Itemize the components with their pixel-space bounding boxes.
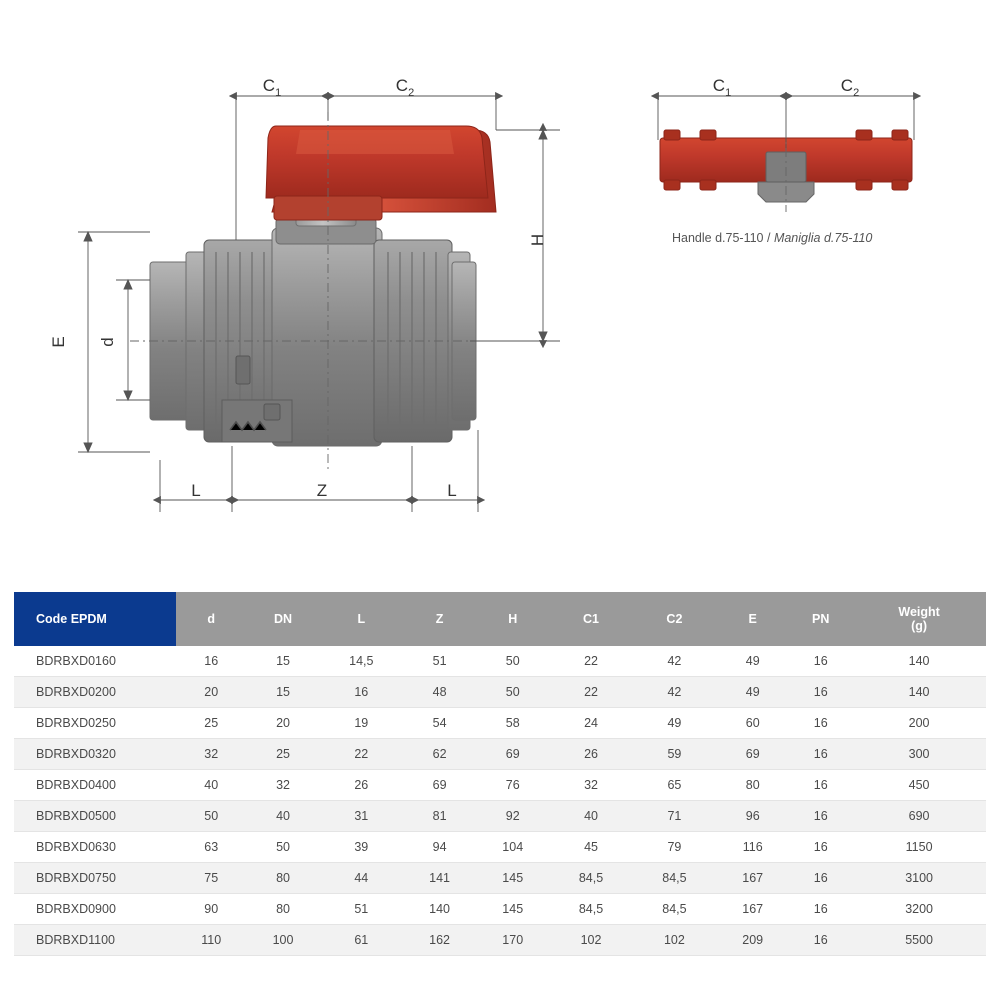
cell-e: 49 bbox=[716, 646, 789, 677]
col-header-l: L bbox=[320, 592, 403, 646]
cell-l: 14,5 bbox=[320, 646, 403, 677]
cell-pn: 16 bbox=[789, 677, 852, 708]
cell-weight: 300 bbox=[852, 739, 986, 770]
table-body bbox=[14, 646, 986, 956]
dim-label-handle-C1: $C_1$ bbox=[712, 76, 732, 99]
cell-l: 26 bbox=[320, 770, 403, 801]
cell-h: 50 bbox=[476, 646, 549, 677]
cell-d: 40 bbox=[176, 770, 246, 801]
cell-pn: 16 bbox=[789, 739, 852, 770]
cell-c1: 32 bbox=[549, 770, 632, 801]
dim-label-E: E bbox=[49, 336, 68, 348]
cell-l: 61 bbox=[320, 925, 403, 956]
cell-weight: 5500 bbox=[852, 925, 986, 956]
cell-h: 50 bbox=[476, 677, 549, 708]
cell-d: 90 bbox=[176, 894, 246, 925]
table-row[interactable] bbox=[14, 677, 986, 708]
cell-l: 22 bbox=[320, 739, 403, 770]
cell-l: 44 bbox=[320, 863, 403, 894]
cell-c2: 79 bbox=[633, 832, 716, 863]
dim-label-C2: $C_2$ bbox=[395, 76, 415, 99]
cell-c2: 102 bbox=[633, 925, 716, 956]
cell-h: 104 bbox=[476, 832, 549, 863]
cell-e: 69 bbox=[716, 739, 789, 770]
cell-z: 140 bbox=[403, 894, 476, 925]
cell-pn: 16 bbox=[789, 770, 852, 801]
table-row[interactable] bbox=[14, 832, 986, 863]
cell-dn: 80 bbox=[246, 863, 319, 894]
cell-weight: 450 bbox=[852, 770, 986, 801]
cell-c1: 26 bbox=[549, 739, 632, 770]
cell-d: 16 bbox=[176, 646, 246, 677]
cell-weight: 200 bbox=[852, 708, 986, 739]
col-header-d: d bbox=[176, 592, 246, 646]
dim-label-handle-C2: $C_2$ bbox=[840, 76, 860, 99]
cell-d: 63 bbox=[176, 832, 246, 863]
cell-code: BDRBXD0250 bbox=[14, 708, 176, 739]
cell-d: 25 bbox=[176, 708, 246, 739]
cell-weight: 1150 bbox=[852, 832, 986, 863]
cell-e: 96 bbox=[716, 801, 789, 832]
col-header-weight-line2: (g) bbox=[911, 619, 928, 633]
cell-h: 170 bbox=[476, 925, 549, 956]
specifications-table-wrapper bbox=[14, 592, 986, 956]
cell-code: BDRBXD0400 bbox=[14, 770, 176, 801]
cell-e: 167 bbox=[716, 894, 789, 925]
cell-c2: 71 bbox=[633, 801, 716, 832]
cell-d: 32 bbox=[176, 739, 246, 770]
specifications-table bbox=[14, 592, 986, 956]
cell-c2: 42 bbox=[633, 677, 716, 708]
cell-weight: 690 bbox=[852, 801, 986, 832]
handle-caption-en: Handle d.75-110 / bbox=[672, 231, 774, 245]
cell-c1: 102 bbox=[549, 925, 632, 956]
col-header-c1: C1 bbox=[549, 592, 632, 646]
cell-c2: 84,5 bbox=[633, 863, 716, 894]
cell-c1: 84,5 bbox=[549, 894, 632, 925]
cell-code: BDRBXD0160 bbox=[14, 646, 176, 677]
table-row[interactable] bbox=[14, 646, 986, 677]
cell-dn: 15 bbox=[246, 646, 319, 677]
col-header-code: Code EPDM bbox=[14, 592, 176, 646]
cell-e: 49 bbox=[716, 677, 789, 708]
table-row[interactable] bbox=[14, 739, 986, 770]
cell-code: BDRBXD0320 bbox=[14, 739, 176, 770]
table-row[interactable] bbox=[14, 894, 986, 925]
cell-dn: 15 bbox=[246, 677, 319, 708]
cell-pn: 16 bbox=[789, 832, 852, 863]
cell-c1: 22 bbox=[549, 677, 632, 708]
col-header-dn: DN bbox=[246, 592, 319, 646]
valve-body-illustration bbox=[150, 126, 496, 446]
cell-d: 75 bbox=[176, 863, 246, 894]
cell-l: 31 bbox=[320, 801, 403, 832]
cell-c1: 84,5 bbox=[549, 863, 632, 894]
cell-c2: 42 bbox=[633, 646, 716, 677]
cell-l: 19 bbox=[320, 708, 403, 739]
col-header-h: H bbox=[476, 592, 549, 646]
cell-c2: 59 bbox=[633, 739, 716, 770]
dim-label-H: H bbox=[528, 233, 547, 247]
table-row[interactable] bbox=[14, 801, 986, 832]
table-header-row bbox=[14, 592, 986, 646]
cell-c2: 65 bbox=[633, 770, 716, 801]
cell-dn: 25 bbox=[246, 739, 319, 770]
cell-code: BDRBXD0630 bbox=[14, 832, 176, 863]
cell-l: 16 bbox=[320, 677, 403, 708]
handle-caption-it: Maniglia d.75-110 bbox=[773, 231, 873, 245]
cell-pn: 16 bbox=[789, 925, 852, 956]
cell-pn: 16 bbox=[789, 646, 852, 677]
cell-c1: 40 bbox=[549, 801, 632, 832]
dim-label-L-right: L bbox=[447, 481, 457, 500]
table-row[interactable] bbox=[14, 708, 986, 739]
cell-pn: 16 bbox=[789, 708, 852, 739]
cell-pn: 16 bbox=[789, 863, 852, 894]
cell-weight: 140 bbox=[852, 677, 986, 708]
col-header-c2: C2 bbox=[633, 592, 716, 646]
cell-code: BDRBXD0900 bbox=[14, 894, 176, 925]
cell-dn: 32 bbox=[246, 770, 319, 801]
cell-c2: 49 bbox=[633, 708, 716, 739]
cell-e: 80 bbox=[716, 770, 789, 801]
col-header-weight-line1: Weight bbox=[898, 604, 940, 619]
cell-e: 209 bbox=[716, 925, 789, 956]
cell-l: 51 bbox=[320, 894, 403, 925]
cell-c1: 24 bbox=[549, 708, 632, 739]
cell-c1: 22 bbox=[549, 646, 632, 677]
cell-z: 94 bbox=[403, 832, 476, 863]
cell-z: 51 bbox=[403, 646, 476, 677]
cell-weight: 3200 bbox=[852, 894, 986, 925]
cell-h: 145 bbox=[476, 894, 549, 925]
cell-d: 110 bbox=[176, 925, 246, 956]
cell-c2: 84,5 bbox=[633, 894, 716, 925]
col-header-z: Z bbox=[403, 592, 476, 646]
cell-h: 92 bbox=[476, 801, 549, 832]
cell-z: 81 bbox=[403, 801, 476, 832]
col-header-pn: PN bbox=[789, 592, 852, 646]
cell-c1: 45 bbox=[549, 832, 632, 863]
cell-code: BDRBXD0500 bbox=[14, 801, 176, 832]
cell-dn: 50 bbox=[246, 832, 319, 863]
dim-label-d: d bbox=[98, 337, 117, 347]
dim-label-C1: $C_1$ bbox=[262, 76, 282, 99]
table-row[interactable] bbox=[14, 925, 986, 956]
cell-z: 141 bbox=[403, 863, 476, 894]
cell-dn: 40 bbox=[246, 801, 319, 832]
cell-z: 54 bbox=[403, 708, 476, 739]
cell-pn: 16 bbox=[789, 801, 852, 832]
cell-dn: 80 bbox=[246, 894, 319, 925]
table-row[interactable] bbox=[14, 770, 986, 801]
cell-pn: 16 bbox=[789, 894, 852, 925]
col-header-weight bbox=[852, 592, 986, 646]
cell-z: 162 bbox=[403, 925, 476, 956]
cell-e: 116 bbox=[716, 832, 789, 863]
cell-h: 58 bbox=[476, 708, 549, 739]
cell-z: 62 bbox=[403, 739, 476, 770]
table-header bbox=[14, 592, 986, 646]
cell-z: 69 bbox=[403, 770, 476, 801]
cell-weight: 3100 bbox=[852, 863, 986, 894]
cell-d: 20 bbox=[176, 677, 246, 708]
cell-dn: 20 bbox=[246, 708, 319, 739]
cell-weight: 140 bbox=[852, 646, 986, 677]
cell-code: BDRBXD0200 bbox=[14, 677, 176, 708]
cell-h: 145 bbox=[476, 863, 549, 894]
dim-label-L-left: L bbox=[191, 481, 201, 500]
handle-caption bbox=[672, 231, 872, 245]
cell-e: 60 bbox=[716, 708, 789, 739]
cell-l: 39 bbox=[320, 832, 403, 863]
cell-e: 167 bbox=[716, 863, 789, 894]
dim-label-Z: Z bbox=[316, 481, 328, 500]
cell-code: BDRBXD1100 bbox=[14, 925, 176, 956]
cell-h: 76 bbox=[476, 770, 549, 801]
cell-z: 48 bbox=[403, 677, 476, 708]
cell-code: BDRBXD0750 bbox=[14, 863, 176, 894]
cell-h: 69 bbox=[476, 739, 549, 770]
col-header-e: E bbox=[716, 592, 789, 646]
table-row[interactable] bbox=[14, 863, 986, 894]
cell-d: 50 bbox=[176, 801, 246, 832]
cell-dn: 100 bbox=[246, 925, 319, 956]
